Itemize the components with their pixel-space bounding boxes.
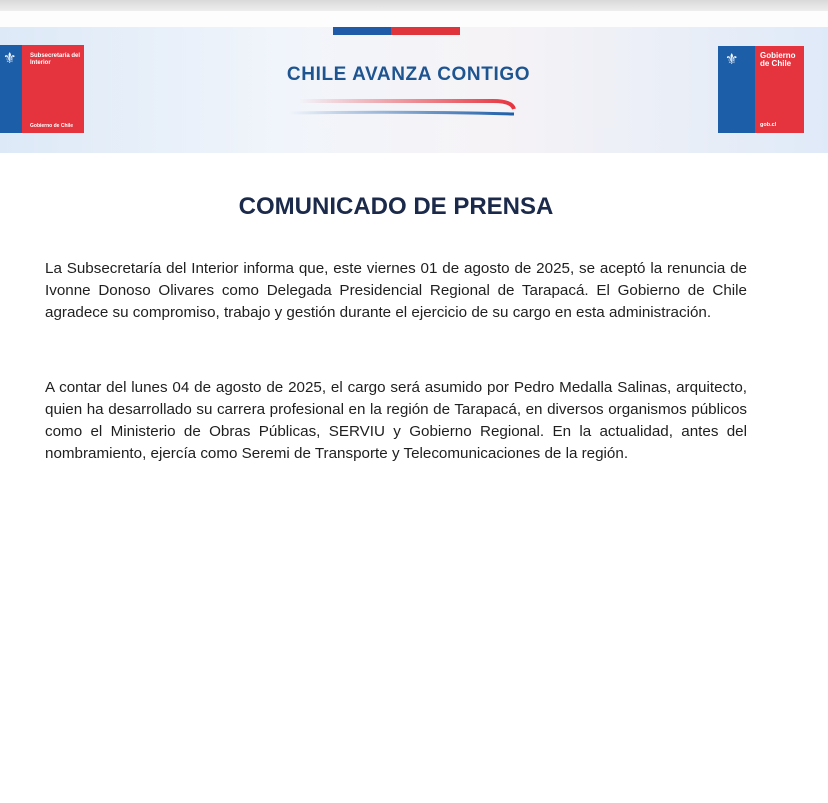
flag-stripe-red [391,27,460,35]
body-paragraph: La Subsecretaría del Interior informa que, este viernes 01 de agosto de 2025, se aceptó la renuncia de Ivonne Donoso Olivares como Delegada Presidencial Regional de Tarapacá. El Gobierno de Chile agradece su compromiso, trabajo y gestión durante el ejercicio de su cargo en esta administración. [45,260,747,321]
body-paragraph: A contar del lunes 04 de agosto de 2025, el cargo será asumido por Pedro Medalla Salinas, arquitecto, quien ha desarrollado su carrera profesional en la región de Tarapacá, en diversos organismos públicos como el Ministerio de Obras Públicas, SERVIU y Gobierno Regional. En la actualidad, antes del nombramiento, ejercía como Seremi de Transporte y Telecomunicaciones de la región. [45,379,747,462]
logo-right-footer: gob.cl [760,122,777,128]
logo-left-footer: Gobierno de Chile [30,123,74,129]
document-title: COMUNICADO DE PRENSA [238,193,554,220]
flag-stripe-blue [333,27,391,35]
logo-right-name: Gobierno de Chile [760,51,796,68]
swoosh-decoration [288,95,518,119]
flag-stripe [333,27,460,35]
chile-coat-of-arms-icon: ⚜ [725,51,739,68]
page-margin [0,11,828,27]
slogan: CHILE AVANZA CONTIGO [286,64,531,85]
gobierno-logo [718,46,804,133]
chile-coat-of-arms-icon: ⚜ [3,50,17,67]
top-edge [0,0,828,11]
logo-left-name: Subsecretaría del Interior [30,53,81,66]
header-banner [0,27,828,153]
subsecretaria-logo [0,45,84,133]
